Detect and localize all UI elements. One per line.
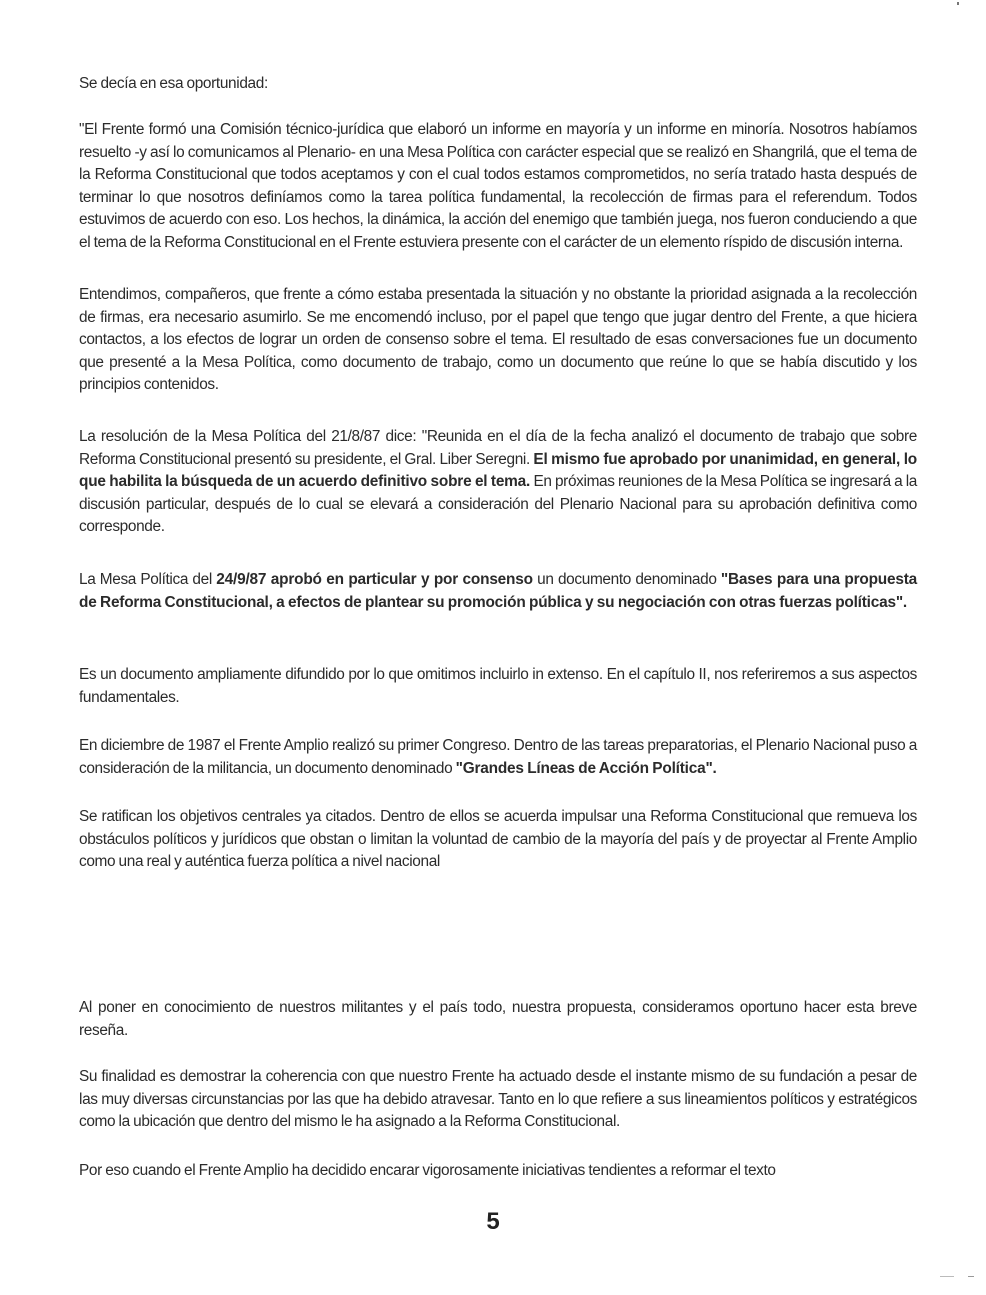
congreso-text: En diciembre de 1987 el Frente Amplio realizó su primer Congreso. Dentro de las tareas preparatorias, el Plenario Nacional puso a consideración de la militancia, un documento denominado <box>79 737 917 777</box>
congreso-document-title: "Grandes Líneas de Acción Política". <box>455 759 717 777</box>
ratifican-paragraph: Se ratifican los objetivos centrales ya citados. Dentro de ellos se acuerda impulsar una Reforma Constitucional que remueva los obstáculos políticos y jurídicos que obstan o limitan la voluntad de cambio de la mayoría del país y de proyectar al Frente Amplio como una real y auténtica fuerza política a nivel nacional <box>79 808 917 871</box>
poreso-paragraph: Por eso cuando el Frente Amplio ha decidido encarar vigorosamente iniciativas tendientes a reformar el texto <box>79 1162 776 1179</box>
poner-paragraph: Al poner en conocimiento de nuestros militantes y el país todo, nuestra propuesta, consideramos oportuno hacer esta breve reseña. <box>79 999 917 1039</box>
congreso-paragraph <box>79 735 917 780</box>
scan-speck <box>940 1276 954 1277</box>
difundido-paragraph: Es un documento ampliamente difundido por lo que omitimos incluirlo in extenso. En el capítulo II, nos referiremos a sus aspectos fundamentales. <box>79 666 917 706</box>
resolution-text-end: En próximas reuniones de la Mesa Política se ingresará a la discusión particular, después de lo cual se elevará a consideración del Plenario Nacional para su aprobación definitiva como corresponde. <box>79 473 917 536</box>
mesa-date-emphasis: 24/9/87 aprobó en particular y por consenso <box>216 571 533 588</box>
scan-speck <box>957 2 959 5</box>
mesa-document-title: "Bases para una propuesta de Reforma Constitucional, a efectos de plantear su promoción pública y su negociación con otras fuerzas políticas". <box>79 571 917 612</box>
mesa-paragraph <box>79 568 917 614</box>
resolution-text: La resolución de la Mesa Política del 21/8/87 dice: "Reunida en el día de la fecha analizó el documento de trabajo que sobre Reforma Constitucional presentó su presidente, el Gral. Liber Seregni. <box>79 428 917 468</box>
resolution-emphasis: El mismo fue aprobado por unanimidad, en general, lo que habilita la búsqueda de un acuerdo definitivo sobre el tema. <box>79 450 917 491</box>
scan-speck <box>968 1276 974 1277</box>
quote-paragraph-2: Entendimos, compañeros, que frente a cómo estaba presentada la situación y no obstante la prioridad asignada a la recolección de firmas, era necesario asumirlo. Se me encomendó incluso, por el papel que tengo que jugar dentro del Frente, a que hiciera contactos, a los efectos de lograr un orden de consenso sobre el tema. El resultado de esas conversaciones fue un documento que presenté a la Mesa Política, como documento de trabajo, como un documento que reúne lo que se había discutido y los principios contenidos. <box>79 286 917 394</box>
intro-paragraph: Se decía en esa oportunidad: <box>79 75 268 92</box>
mesa-text-mid: un documento denominado <box>532 571 721 588</box>
finalidad-paragraph: Su finalidad es demostrar la coherencia con que nuestro Frente ha actuado desde el instante mismo de su fundación a pesar de las muy diversas circunstancias por las que ha debido atravesar. Tanto en lo que refiere a sus lineamientos políticos y estratégicos como la ubicación que dentro del mismo le ha asignado a la Reforma Constitucional. <box>79 1068 917 1131</box>
mesa-text: La Mesa Política del <box>79 571 217 588</box>
resolution-paragraph <box>79 426 917 539</box>
quote-paragraph-1: "El Frente formó una Comisión técnico-jurídica que elaboró un informe en mayoría y un informe en minoría. Nosotros habíamos resuelto -y así lo comunicamos al Plenario- en una Mesa Política con carácter especial que se realizó en Shangrilá, que el tema de la Reforma Constitucional que todos aceptamos y con el cual todos estamos comprometidos, no sería tratado hasta después de terminar lo que nosotros definíamos como la tarea política fundamental, la recolección de firmas para el referendum. Todos estuvimos de acuerdo con eso. Los hechos, la dinámica, la acción del enemigo que también juega, nos fueron conduciendo a que el tema de la Reforma Constitucional en el Frente estuviera presente con el carácter de un elemento ríspido de discusión interna. <box>79 121 917 251</box>
page-number: 5 <box>486 1208 500 1235</box>
